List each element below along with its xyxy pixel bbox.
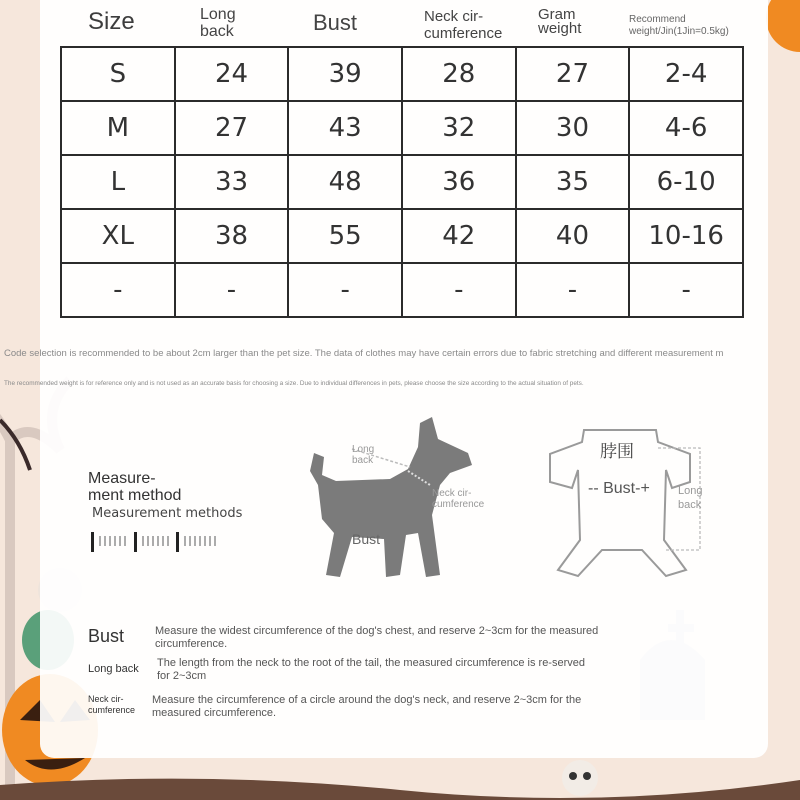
table-cell: - [175, 263, 289, 317]
measurement-methods-subtitle: Measurement methods [92, 506, 243, 521]
dog-neck-label: Neck cir- cumference [432, 488, 485, 510]
dog-bust-label: Bust [352, 531, 381, 547]
table-row [61, 263, 743, 317]
table-cell: - [402, 263, 516, 317]
table-cell: - [61, 263, 175, 317]
table-cell: 36 [402, 155, 516, 209]
size-selection-note: Code selection is recommended to be about 2cm larger than the pet size. The data of clothes may have certain errors due to fabric stretching and different measurement m [4, 348, 724, 359]
table-row [61, 101, 743, 155]
table-cell: XL [61, 209, 175, 263]
table-cell: 28 [402, 47, 516, 101]
header-recommend-weight: Recommend weight/Jin(1Jin=0.5kg) [629, 14, 729, 37]
measurement-method-title: Measure- ment method [88, 470, 182, 504]
table-cell: 2-4 [629, 47, 743, 101]
table-cell: 48 [288, 155, 402, 209]
table-cell: 43 [288, 101, 402, 155]
bust-definition: Measure the widest circumference of the dog's chest, and reserve 2~3cm for the measured circumference. [155, 625, 599, 650]
table-cell: 39 [288, 47, 402, 101]
table-row [61, 209, 743, 263]
suit-long-back-label: Long back [678, 485, 703, 511]
table-cell: 35 [516, 155, 630, 209]
table-cell: 55 [288, 209, 402, 263]
header-size: Size [88, 8, 135, 35]
header-long-back: Long back [200, 6, 236, 40]
size-table [60, 46, 744, 318]
table-cell: 32 [402, 101, 516, 155]
bust-term: Bust [88, 626, 125, 646]
table-cell: 30 [516, 101, 630, 155]
table-cell: S [61, 47, 175, 101]
table-cell: 38 [175, 209, 289, 263]
suit-neck-label: 脖围 [600, 442, 634, 462]
table-cell: 33 [175, 155, 289, 209]
table-cell: 27 [516, 47, 630, 101]
table-cell: - [629, 263, 743, 317]
dog-long-back-label: Long back [352, 444, 375, 466]
ruler-icon [90, 528, 220, 556]
long-back-term: Long back [88, 663, 139, 675]
table-cell: L [61, 155, 175, 209]
suit-bust-label: -- Bust-+ [588, 480, 650, 497]
long-back-definition: The length from the neck to the root of the tail, the measured circumference is re-served for 2~3cm [157, 657, 585, 682]
header-bust: Bust [313, 10, 358, 35]
table-cell: - [516, 263, 630, 317]
table-cell: M [61, 101, 175, 155]
weight-reference-note: The recommended weight is for reference only and is not used as an accurate basis for choosing a size. Due to individual differences in pets, please choose the size according to the actual situation of pets. [4, 380, 584, 387]
table-row [61, 47, 743, 101]
table-cell: 4-6 [629, 101, 743, 155]
table-cell: 10-16 [629, 209, 743, 263]
neck-term: Neck cir- cumference [88, 694, 136, 715]
header-gram-weight: Gram weight [538, 6, 582, 37]
neck-definition: Measure the circumference of a circle around the dog's neck, and reserve 2~3cm for the measured circumference. [152, 694, 582, 719]
table-cell: 6-10 [629, 155, 743, 209]
table-cell: - [288, 263, 402, 317]
table-row [61, 155, 743, 209]
header-neck-circumference: Neck cir- cumference [424, 8, 503, 42]
table-cell: 27 [175, 101, 289, 155]
table-cell: 42 [402, 209, 516, 263]
table-cell: 24 [175, 47, 289, 101]
table-cell: 40 [516, 209, 630, 263]
